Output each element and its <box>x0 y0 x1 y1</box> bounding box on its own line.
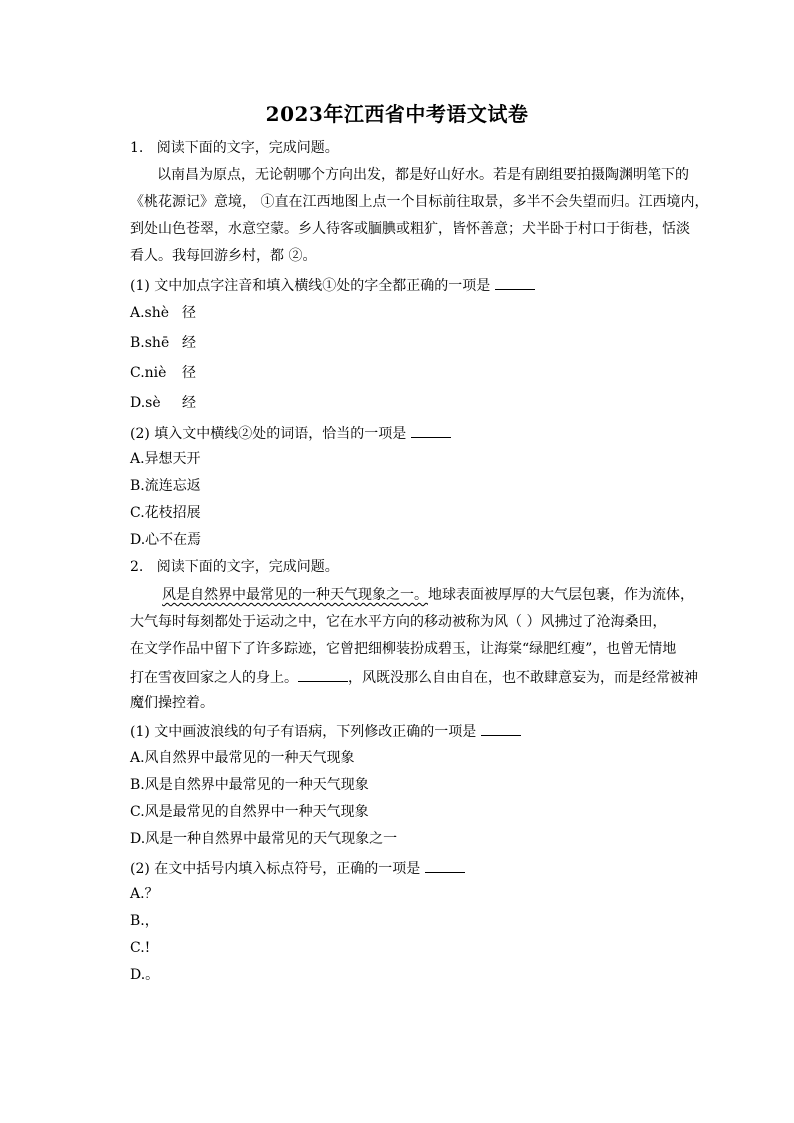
q1-sub2-option-b: B.流连忘返 <box>130 478 201 494</box>
option-value: 经 <box>182 335 196 351</box>
q2-passage-line-4-end: ，风既没那么自由自在，也不敢肆意妄为，而是经常被神 <box>348 670 698 686</box>
q1-sub2-option-a: A.异想天开 <box>130 451 201 467</box>
q1-passage-line-2: 《桃花源记》意境， ①直在江西地图上点一个目标前往取景，多半不会失望而归。江西境内， <box>130 194 709 210</box>
q1-instruction: 阅读下面的文字，完成问题。 <box>156 140 339 156</box>
q2-instruction: 阅读下面的文字，完成问题。 <box>156 559 339 575</box>
q1-sub1-option-b <box>130 334 196 352</box>
q1-sub1-stem-text: (1) 文中加点字注音和填入横线①处的字全都正确的一项是 <box>130 278 491 294</box>
option-key: D.sè <box>130 395 161 411</box>
q2-header <box>130 558 339 576</box>
q2-passage-line-3: 在文学作品中留下了许多踪迹，它曾把细柳装扮成碧玉，让海棠“绿肥红瘦”，也曾无情地 <box>130 641 677 657</box>
q2-passage-line-2: 大气每时每刻都处于运动之中，它在水平方向的移动被称为风（ ）风拂过了沧海桑田， <box>130 614 667 630</box>
answer-blank <box>481 721 521 736</box>
q2-passage-line-1-rest: 地球表面被厚厚的大气层包裹，作为流体， <box>428 587 694 603</box>
q1-sub1-stem <box>130 275 535 295</box>
q1-sub2-option-c: C.花枝招展 <box>130 505 201 521</box>
q1-passage-line-1: 以南昌为原点，无论朝哪个方向出发，都是好山好水。若是有剧组要拍摄陶渊明笔下的 <box>157 167 689 183</box>
q1-sub2-option-d: D.心不在焉 <box>130 532 202 548</box>
q1-sub1-option-d <box>130 394 196 412</box>
q2-passage-line-1 <box>162 586 694 604</box>
q2-sub2-stem-text: (2) 在文中括号内填入标点符号，正确的一项是 <box>130 861 421 877</box>
q2-number: 2. <box>130 559 144 575</box>
q2-sub2-option-a: A.？ <box>130 886 159 902</box>
option-key: A.shè <box>130 305 170 321</box>
option-value: 径 <box>182 305 196 321</box>
option-key: B.shē <box>130 335 170 351</box>
answer-blank <box>425 858 465 873</box>
option-value: 经 <box>182 395 196 411</box>
q2-sub1-option-a: A.风自然界中最常见的一种天气现象 <box>130 750 355 766</box>
q2-sub2-option-c: C.! <box>130 940 151 956</box>
answer-blank <box>298 667 348 682</box>
q2-sub1-stem-text: (1) 文中画波浪线的句子有语病，下列修改正确的一项是 <box>130 724 477 740</box>
answer-blank <box>411 423 451 438</box>
q1-sub1-option-a <box>130 304 196 322</box>
q1-passage-line-3: 到处山色苍翠，水意空蒙。乡人待客或腼腆或粗犷，皆怀善意；犬半卧于村口于街巷，恬淡 <box>130 221 690 237</box>
exam-title: 2023年江西省中考语文试卷 <box>265 102 529 126</box>
q2-sub1-stem <box>130 721 521 741</box>
q2-passage-line-4-start: 打在雪夜回家之人的身上。 <box>130 670 298 686</box>
answer-blank <box>495 275 535 290</box>
q1-header <box>130 139 339 157</box>
q1-sub2-stem <box>130 423 451 443</box>
q2-sub2-option-d: D.。 <box>130 967 160 983</box>
q1-passage-line-4: 看人。我每回游乡村，都 ②。 <box>130 248 317 264</box>
wavy-sentence: 风是自然界中最常见的一种天气现象之一。 <box>162 587 428 603</box>
q1-sub2-stem-text: (2) 填入文中横线②处的词语，恰当的一项是 <box>130 426 407 442</box>
q2-passage-line-4 <box>130 667 698 687</box>
q2-sub1-option-c: C.风是最常见的自然界中一种天气现象 <box>130 804 369 820</box>
q2-sub2-option-b: B.， <box>130 913 159 929</box>
q2-sub1-option-b: B.风是自然界中最常见的一种天气现象 <box>130 777 369 793</box>
q2-passage-line-5: 魔们操控着。 <box>130 695 214 711</box>
q2-sub1-option-d: D.风是一种自然界中最常见的天气现象之一 <box>130 831 398 847</box>
q1-number: 1. <box>130 140 144 156</box>
option-key: C.niè <box>130 365 167 381</box>
q1-sub1-option-c <box>130 364 196 382</box>
option-value: 径 <box>182 365 196 381</box>
q2-sub2-stem <box>130 858 465 878</box>
